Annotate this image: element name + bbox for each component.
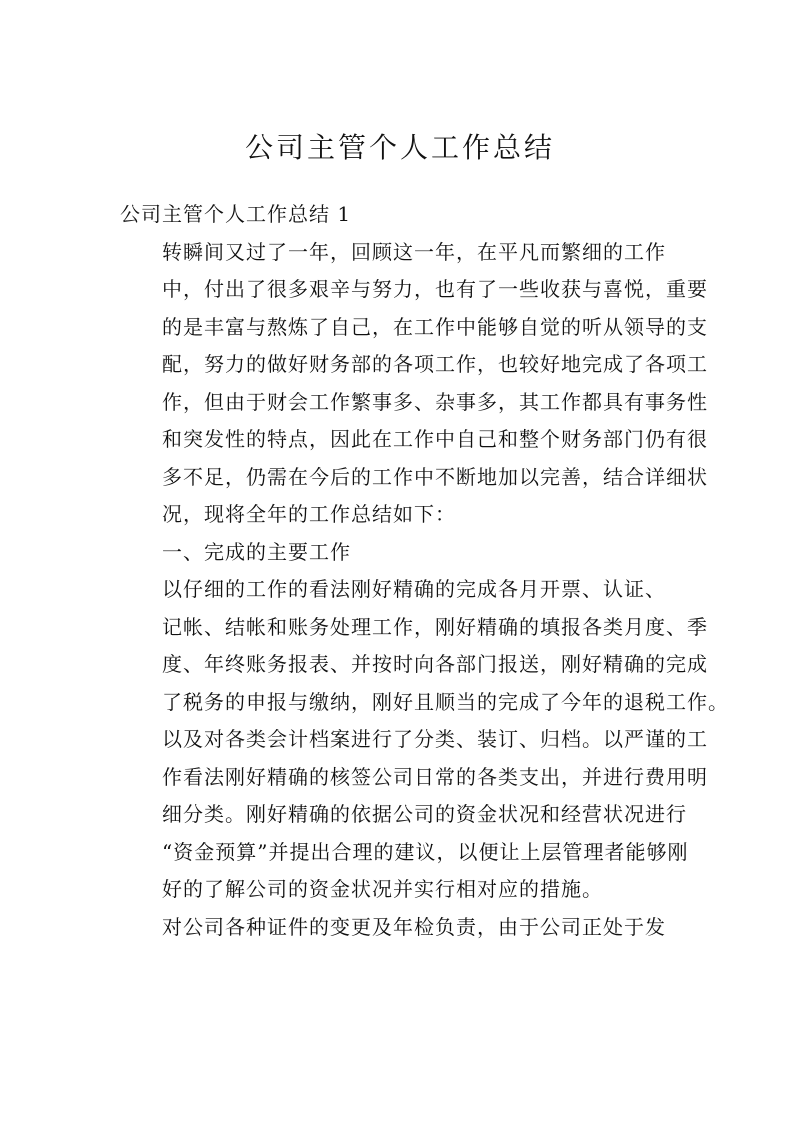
paragraph-main-work <box>120 571 729 909</box>
text-line: “资金预算”并提出合理的建议，以便让上层管理者能够刚 <box>162 839 689 864</box>
text-line: 记帐、结帐和账务处理工作，刚好精确的填报各类月度、季 <box>162 614 708 639</box>
text-line: 对公司各种证件的变更及年检负责，由于公司正处于发 <box>162 914 666 939</box>
text-line: 作看法刚好精确的核签公司日常的各类支出，并进行费用明 <box>162 764 708 789</box>
text-line: 了税务的申报与缴纳，刚好且顺当的完成了今年的退税工作。 <box>162 689 729 714</box>
document-body <box>120 196 729 946</box>
text-line: 好的了解公司的资金状况并实行相对应的措施。 <box>162 877 603 901</box>
paragraph-certificates <box>120 909 685 947</box>
document-title: 公司主管个人工作总结 <box>244 131 555 164</box>
text-line: 况，现将全年的工作总结如下： <box>162 502 456 526</box>
text-line: 以及对各类会计档案进行了分类、装订、归档。以严谨的工 <box>162 727 708 751</box>
text-line: 配，努力的做好财务部的各项工作，也较好地完成了各项工 <box>162 352 708 376</box>
paragraph-intro <box>120 234 708 534</box>
text-line: 度、年终账务报表、并按时向各部门报送，刚好精确的完成 <box>162 652 708 676</box>
text-line: 作，但由于财会工作繁事多、杂事多，其工作都具有事务性 <box>162 389 708 414</box>
text-line: 中，付出了很多艰辛与努力，也有了一些收获与喜悦，重要 <box>162 277 708 301</box>
text-line: 一、完成的主要工作 <box>162 539 351 564</box>
text-line: 细分类。刚好精确的依据公司的资金状况和经营状况进行 <box>162 802 687 826</box>
text-line: 多不足，仍需在今后的工作中不断地加以完善，结合详细状 <box>162 464 708 489</box>
text-line: 和突发性的特点，因此在工作中自己和整个财务部门仍有很 <box>162 427 708 451</box>
subheading-main-work <box>120 534 685 572</box>
text-line: 转瞬间又过了一年，回顾这一年，在平凡而繁细的工作 <box>162 239 666 264</box>
text-line: 以仔细的工作的看法刚好精确的完成各月开票、认证、 <box>162 577 666 601</box>
text-line: 的是丰富与熬炼了自己，在工作中能够自觉的听从领导的支 <box>162 314 708 339</box>
section-heading: 公司主管个人工作总结 1 <box>120 202 352 226</box>
